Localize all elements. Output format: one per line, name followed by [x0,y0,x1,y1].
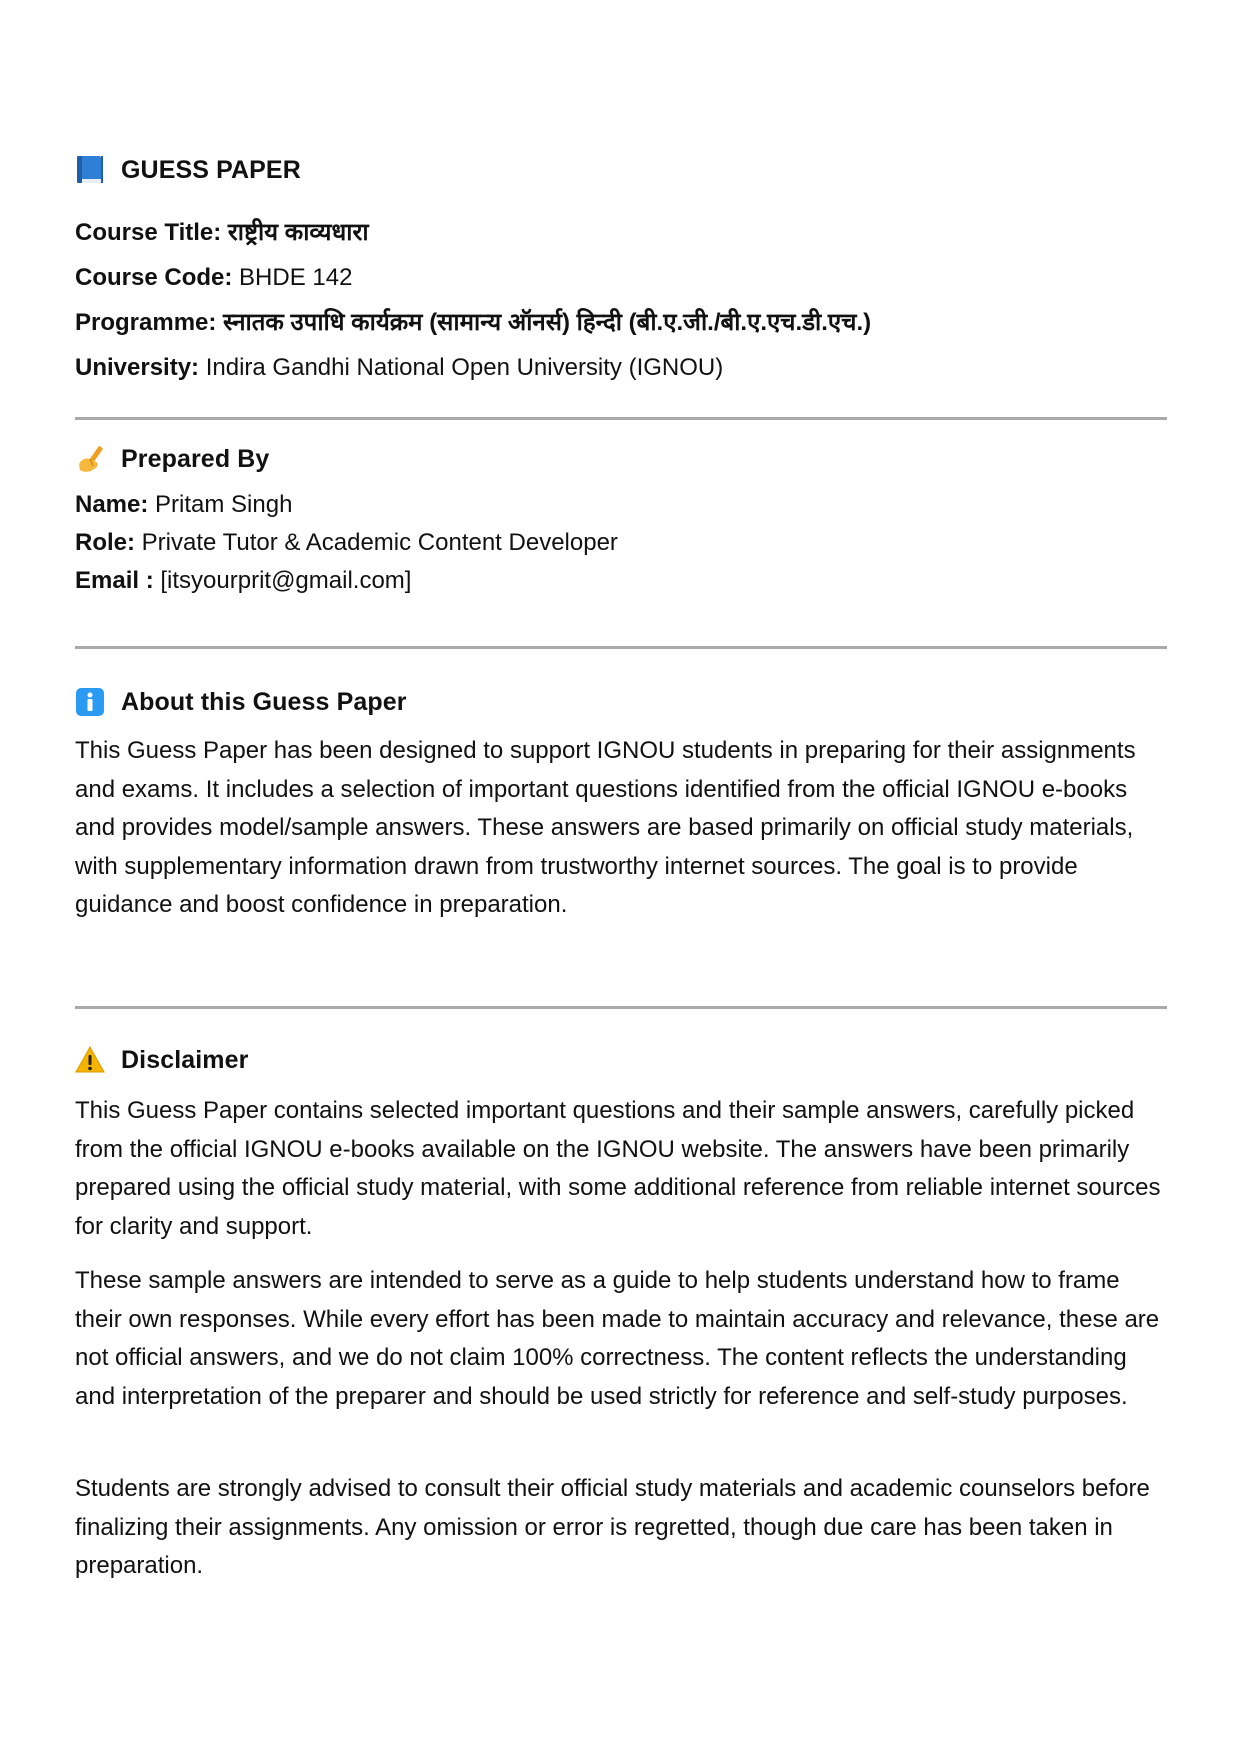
disclaimer-paragraph: This Guess Paper contains selected important questions and their sample answers, carefully picked from the official IGNOU e-books available on the IGNOU website. The answers have been primarily prepared using the official study material, with some additional reference from reliable internet sources for clarity and support. [75,1097,1161,1240]
divider [75,417,1167,420]
university-value: Indira Gandhi National Open University (IGNOU) [205,354,724,381]
about-paragraph: This Guess Paper has been designed to support IGNOU students in preparing for their assignments and exams. It includes a selection of important questions identified from the official IGNOU e-books and provides model/sample answers. These answers are based primarily on official study materials, with supplementary information drawn from trustworthy internet sources. The goal is to provide guidance and boost confidence in preparation. [75,737,1136,918]
email-label: Email : [75,567,154,594]
guess-paper-heading [75,152,301,188]
disclaimer-paragraph: These sample answers are intended to serve as a guide to help students understand how to frame their own responses. While every effort has been made to maintain accuracy and relevance, these are not official answers, and we do not claim 100% correctness. The content reflects the understanding and interpretation of the preparer and should be used strictly for reference and self-study purposes. [75,1267,1160,1410]
course-title-value: राष्ट्रीय काव्यधारा [227,219,369,246]
course-code-line [75,255,871,300]
programme-line [75,300,871,345]
programme-value: स्नातक उपाधि कार्यक्रम (सामान्य ऑनर्स) हिन्दी (बी.ए.जी./बी.ए.एच.डी.एच.) [223,309,872,336]
prepared-by-heading [75,441,269,477]
name-value: Pritam Singh [155,491,293,518]
course-title-line [75,210,871,255]
blue-book-icon [75,155,105,185]
name-label: Name: [75,491,149,518]
name-line [75,486,618,524]
course-meta [75,210,871,390]
about-title: About this Guess Paper [121,687,407,716]
info-icon [75,687,105,717]
disclaimer-title: Disclaimer [121,1045,249,1074]
course-code-value: BHDE 142 [239,264,353,291]
course-code-label: Course Code: [75,264,233,291]
guess-paper-title: GUESS PAPER [121,155,301,184]
email-line [75,562,618,600]
course-title-label: Course Title: [75,219,222,246]
about-heading [75,684,407,720]
warning-icon [75,1045,105,1075]
role-label: Role: [75,529,135,556]
role-value: Private Tutor & Academic Content Developer [141,529,618,556]
preparer-details [75,486,618,600]
writing-hand-icon [75,444,105,474]
divider [75,1006,1167,1009]
university-line [75,345,871,390]
university-label: University: [75,354,200,381]
role-line [75,524,618,562]
email-value: [itsyourprit@gmail.com] [160,567,412,594]
disclaimer-heading [75,1042,248,1078]
prepared-by-title: Prepared By [121,444,270,473]
programme-label: Programme: [75,309,217,336]
disclaimer-paragraph: Students are strongly advised to consult their official study materials and academic counselors before finalizing their assignments. Any omission or error is regretted, though due care has been taken in preparation. [75,1475,1150,1579]
divider [75,646,1167,649]
